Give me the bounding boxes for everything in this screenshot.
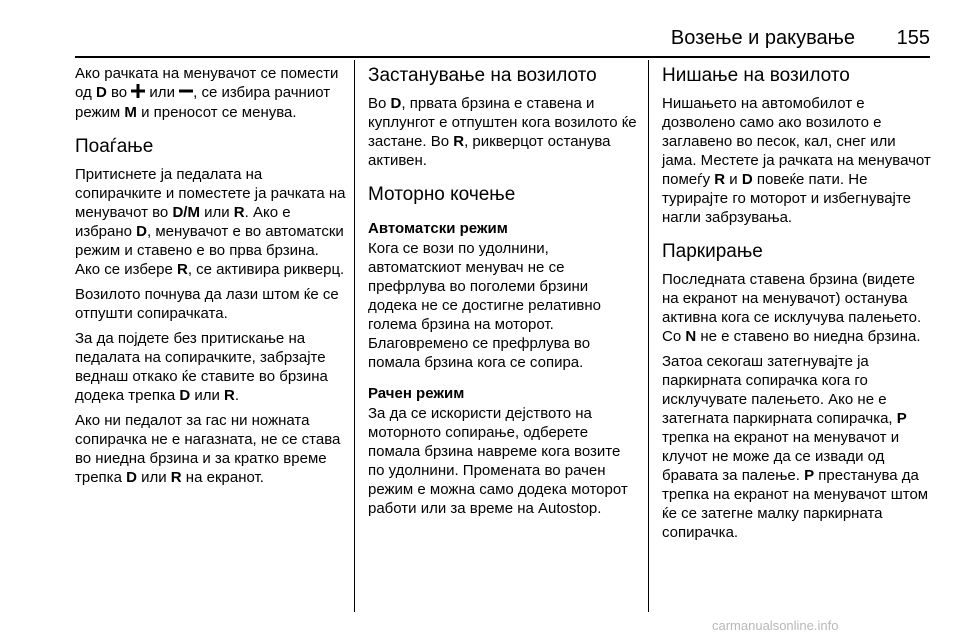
paragraph-start-3: За да појдете без притискање на педалата на сопирачките, забрзајте веднаш откако ќе ставите во брзина додека трепка D или R. [75,329,328,404]
heading-rocking: Нишање на возилото [662,65,850,86]
paragraph-start-4: Ако ни педалот за гас ни ножната сопирачка не е нагазната, не се става во ниедна брзина и за кратко време трепка D или R на екранот. [75,411,341,486]
page-header [0,0,960,58]
paragraph-parking-1: Последната ставена брзина (видете на екранот на менувачот) останува активна кога се исклучува палењето. Со N не е ставено во ниедна брзина. [662,271,922,345]
subheading-manual-mode: Рачен режим [368,385,465,402]
header-divider [75,56,930,58]
paragraph-start-2: Возилото почнува да лази штом ќе се отпушти сопирачката. [75,285,339,322]
intro-paragraph: Ако рачката на менувачот се помести од D во или , се избира рачниот режим M и преносот се менува. [75,65,339,121]
paragraph-stall: Во D, првата брзина е ставена и куплунгот е отпуштен кога возилото ќе застане. Во R, рикверцот останува активен. [368,95,637,169]
paragraph-automatic-mode: Кога се вози по удолнини, автоматскиот менувач не се префрлува во поголеми брзини додека не се достигне релативно голема брзина на моторот. Благовремено се префрлува во помала брзина кога се сопира. [368,240,601,371]
heading-parking: Паркирање [662,241,763,262]
subheading-automatic-mode: Автоматски режим [368,220,508,237]
paragraph-parking-2: Затоа секогаш затегнувајте ја паркирната сопирачка кога го исклучувате палењето. Ако не е затегната паркирната сопирачка, P трепка на екранот на менувачот и клучот не може да се извади од бравата за палење. P престанува да трепка на екранот на менувачот штом ќе се затегне малку паркирната сопирачка. [662,353,929,541]
heading-starting-off: Поаѓање [75,135,154,157]
page-number: 155 [896,27,930,49]
column-2 [368,64,640,524]
minus-icon [179,84,193,103]
paragraph-rocking: Нишањето на автомобилот е дозволено само ако возилото е заглавено во песок, кал, снег или јама. Местете ја рачката на менувачот помеѓу R и D повеќе пати. Не турирајте го моторот и избегнувајте нагли забрзувања. [662,95,931,226]
paragraph-manual-mode: За да се искористи дејството на моторното сопирање, одберете помала брзина навреме кога возите по удолнини. Промената во рачен режим е можна само додека моторот работи или за време на Autostop. [368,405,628,517]
watermark: carmanualsonline.info [712,618,839,633]
page-title: Возење и ракување [670,27,855,49]
heading-stalling: Застанување на возилото [368,65,597,86]
column-divider-1 [354,60,355,612]
heading-engine-braking: Моторно кочење [368,184,516,205]
plus-icon [131,84,145,103]
column-divider-2 [648,60,649,612]
column-3 [662,64,934,548]
paragraph-start-1: Притиснете ја педалата на сопирачките и поместете ја рачката на менувачот во D/M или R. Ако е избрано D, менувачот е во автоматски режим и ставено е во прва брзина. Ако се избере R, се активира рикверц. [75,165,346,278]
column-1 [75,64,347,493]
